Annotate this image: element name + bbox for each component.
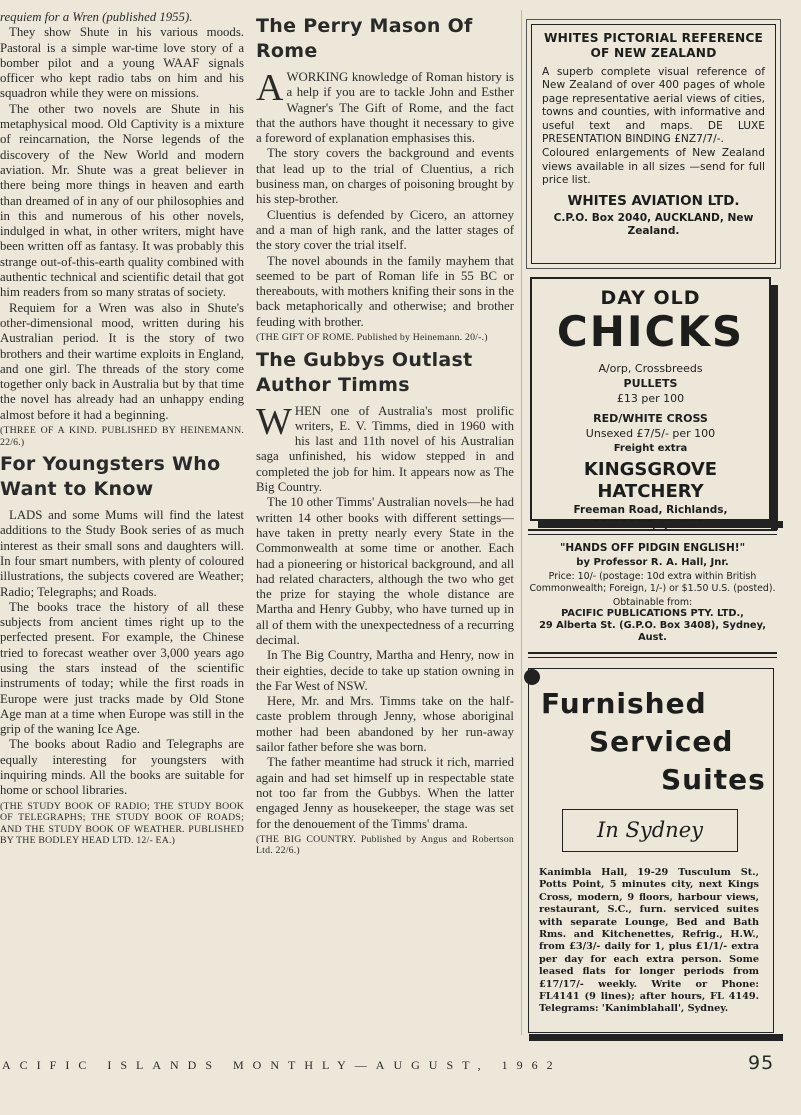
box-shadow <box>538 521 783 528</box>
ad-day-old-chicks <box>530 277 771 521</box>
paragraph: Requiem for a Wren was also in Shute's other-dimensional mood, written during his Australian period. It is the story of two brothers and their wartime exploits in England, and one girl. The threads of the story come together only back in Australia but by that time the novel has already had an unhappy ending almost before it had a beginning. <box>0 300 244 422</box>
ad-line: Unsexed £7/5/- per 100 <box>585 427 716 440</box>
book-credit: (THE GIFT OF ROME. Published by Heinemann. 20/-.) <box>256 332 488 344</box>
ad-line: Obtainable from: <box>612 597 693 608</box>
paragraph: The story covers the background and events that lead up to the trial of Cluentius, a rich business man, on charges of poisoning brought by his step-brother. <box>256 146 514 207</box>
ad-line: A/orp, Crossbreeds <box>598 362 703 375</box>
box-shadow <box>771 285 778 530</box>
ad-line: PULLETS <box>623 377 678 390</box>
ad-line: Freight extra <box>613 443 688 454</box>
ad-company: WHITES AVIATION LTD. <box>567 192 740 209</box>
ad-heading-large: CHICKS <box>556 307 745 356</box>
ad-pidgin-english <box>528 529 777 654</box>
ad-heading: Furnished <box>541 687 707 720</box>
ad-author: by Professor R. A. Hall, Jnr. <box>576 557 729 568</box>
ad-furnished-suites <box>528 668 774 1033</box>
paragraph: requiem for a Wren (published 1955). <box>0 10 193 24</box>
column-middle <box>256 10 514 861</box>
ad-heading: Serviced <box>589 725 734 758</box>
paragraph: In The Big Country, Martha and Henry, now in their eighties, decide to take up station owning in the Far West of NSW. <box>256 648 514 693</box>
ad-address: 29 Alberta St. (G.P.O. Box 3408), Sydney, Aust. <box>539 620 766 643</box>
ad-heading: Suites <box>661 763 766 796</box>
paragraph: The books about Radio and Telegraphs are equally interesting for youngsters with inquiring minds. All the books are suitable for home or school libraries. <box>0 737 244 798</box>
book-credit: (THREE OF A KIND. PUBLISHED BY HEINEMANN. 22/6.) <box>0 425 244 448</box>
paragraph: The novel abounds in the family mayhem that seemed to be part of Roman life in 55 BC or thereabouts, with mothers knifing their sons in the back metaphorically and otherwise; and brother feuding with brother. <box>256 253 514 329</box>
column-left <box>0 10 244 851</box>
running-head: ACIFIC ISLANDS MONTHLY—AUGUST, 1962 <box>2 1058 562 1072</box>
ad-title: WHITES PICTORIAL REFERENCE OF NEW ZEALAND <box>543 31 764 60</box>
article-headline: The Gubbys Outlast Author Timms <box>256 348 473 396</box>
paragraph: Cluentius is defended by Cicero, an attorney and a man of high rank, and the latter stages of the story cover the trial itself. <box>256 207 514 253</box>
paragraph: LADS and some Mums will find the latest additions to the Study Book series of as much interest as their small sons and daughters will. In four smart numbers, with plenty of coloured illustrations, the subjects covered are Weather; Radio; Telegraphs; and Roads. <box>0 508 244 599</box>
article-headline: For Youngsters Who Want to Know <box>0 453 221 501</box>
paragraph: The books trace the history of all these subjects from ancient times right up to the perfected present. For example, the Chinese tried to forecast weather over 3,000 years ago using the stars instead of the scientific instruments of today; while the first roads in Europe were just tracks made by Old Stone Age man at a time when Europe was still in the grip of the waning Ice Age. <box>0 599 244 737</box>
ad-title: "HANDS OFF PIDGIN ENGLISH!" <box>559 542 746 554</box>
paragraph: The other two novels are Shute in his metaphysical mood. Old Captivity is a mixture of reincarnation, the Norse legends of the discovery of the New World and modern aviation. Mr. Shute was a great believer in there being more things in heaven and earth than dreamed of in any of our philosophies and in this and numerous of his other novels, indulged in what, in other writers, might have been written off as fantasy. It was probably this strange out-of-this-earth quality combined with authentic technical and scientific detail that got him readers from so many stratas of society. <box>0 101 244 300</box>
ad-address: Freeman Road, Richlands, <box>573 504 728 516</box>
bullet-icon <box>524 669 540 685</box>
page-number: 95 <box>748 1052 775 1074</box>
ad-line: £13 per 100 <box>616 392 685 405</box>
ad-line: RED/WHITE CROSS <box>593 412 708 425</box>
drop-cap: A <box>256 67 284 109</box>
book-credit: (THE STUDY BOOK OF RADIO; THE STUDY BOOK OF TELEGRAPHS; THE STUDY BOOK OF ROADS; AND THE STUDY BOOK OF WEATHER. PUBLISHED BY THE BODLEY HEAD LTD. 12/- EA.) <box>0 800 244 847</box>
box-shadow <box>529 1034 783 1041</box>
page-footer <box>0 1052 801 1082</box>
paragraph: AWORKING knowledge of Roman history is a help if you are to tackle John and Esther Wagner's The Gift of Rome, and the fact that the authors have thought it necessary to give a foreword of explanation emphasises this. <box>256 67 514 146</box>
ad-heading: DAY OLD <box>600 287 701 309</box>
ad-whites-pictorial <box>531 24 776 264</box>
paragraph: WHEN one of Australia's most prolific writers, E. V. Timms, died in 1960 with his last and 11th novel of his Australian saga unfinished, his widow stepped in and completed the job for him. It appears now as The Big Country. <box>256 400 514 495</box>
drop-cap: W <box>256 400 292 443</box>
paragraph: The father meantime had struck it rich, married again and had set himself up in respectable state not too far from the Gubbys. When the latter engaged Jenny as housekeeper, the stage was set for the denouement of the Timms' drama. <box>256 755 514 831</box>
paragraph: The 10 other Timms' Australian novels—he had written 14 other books with different settings—have taken in pretty nearly every State in the Commonwealth at some time or another. Each had a pioneering or historical background, and all had related characters, although the two who get the prize for staying the whole distance are Martha and Henry Gubby, who have turned up in all of them with the unexpectedness of a recurring decimal. <box>256 495 514 647</box>
column-divider <box>521 10 522 1035</box>
paragraph: Here, Mr. and Mrs. Timms take on the half-caste problem through Jenny, whose aboriginal mother had been abandoned by her run-away sailor father before she was born. <box>256 694 514 755</box>
book-credit: (THE BIG COUNTRY. Published by Angus and Robertson Ltd. 22/6.) <box>256 833 514 857</box>
rule <box>528 657 777 658</box>
ad-city-box: In Sydney <box>562 809 738 852</box>
ad-company: KINGSGROVE HATCHERY <box>583 459 718 502</box>
paragraph: They show Shute in his various moods. Pastoral is a simple war-time love story of a bomber pilot and a young WAAF signals officer who kept radio tabs on him and his squadron while they were on missions. <box>0 25 244 101</box>
ad-body: Kanimbla Hall, 19-29 Tusculum St., Potts Point, 5 minutes city, next Kings Cross, modern, 9 floors, harbour views, restaurant, S.C., furn. serviced suites with separate Lounge, Bed and Bath Rms. and Kitchenettes, Refrig., H.W., from £3/3/- daily for 1, plus £1/1/- extra per day for each extra person. Some leased flats for longer periods from £17/17/- weekly. Write or Phone: FL4141 (9 lines); after hours, FL 4149. Telegrams: 'Kanimblahall', Sydney. <box>539 867 759 1015</box>
ad-body: Coloured enlargements of New Zealand views available in all sizes —send for full price list. <box>542 147 765 187</box>
ad-price: Price: 10/- (postage: 10d extra within British Commonwealth; Foreign, 1/-) or $1.50 U.S. (posted). <box>529 571 776 594</box>
ad-address: C.P.O. Box 2040, AUCKLAND, New Zealand. <box>553 211 754 237</box>
article-headline: The Perry Mason Of Rome <box>256 15 473 62</box>
ad-body: A superb complete visual reference of New Zealand of over 400 pages of whole page representative aerial views of cities, towns and counties, with informative and useful text and maps. DE LUXE PRESENTATION BINDING £NZ7/7/-. <box>542 66 765 146</box>
ad-publisher: PACIFIC PUBLICATIONS PTY. LTD., <box>561 608 744 619</box>
